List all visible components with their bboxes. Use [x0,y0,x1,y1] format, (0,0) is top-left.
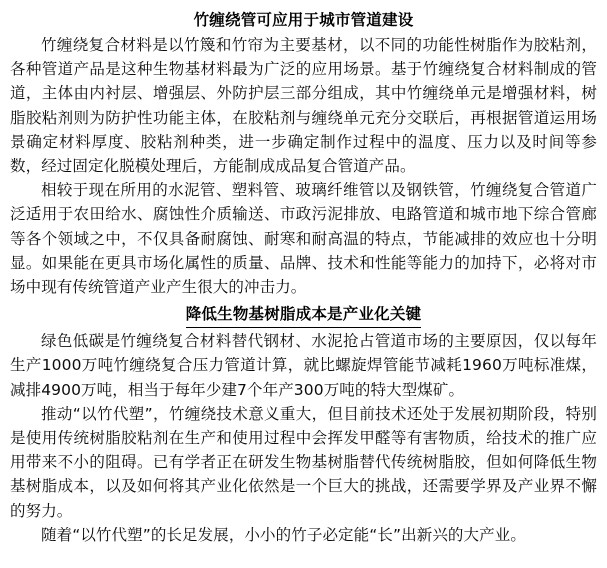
body-paragraph: 相较于现在所用的水泥管、塑料管、玻璃纤维管以及钢铁管，竹缠绕复合管道广泛适用于农田给水、腐蚀性介质输送、市政污泥排放、电路管道和城市地下综合管廊等各个领域之中，不仅具备耐腐蚀、耐寒和耐高温的特点，节能减排的效应也十分明显。如果能在更具市场化属性的质量、品牌、技术和性能等能力的加持下，必将对市场中现有传统管道产业产生很大的冲击力。 [10,181,597,297]
body-paragraph: 随着“以竹代塑”的长足发展，小小的竹子必定能“长”出新兴的大产业。 [41,525,526,544]
section-heading-2-text: 降低生物基树脂成本是产业化关键 [186,302,422,328]
body-paragraph: 竹缠绕复合材料是以竹篾和竹帘为主要基材，以不同的功能性树脂作为胶粘剂，各种管道产品是这种生物基材料最为广泛的应用场景。基于竹缠绕复合材料制成的管道，主体由内衬层、增强层、外防护层三部分组成，其中竹缠绕单元是增强材料，树脂胶粘剂则为防护性功能主体，在胶粘剂与缠绕单元充分交联后，再根据管道运用场景确定材料厚度、胶粘剂种类，进一步确定制作过程中的温度、压力以及时间等参数，经过固定化脱模处理后，方能制成成品复合管道产品。 [10,36,597,176]
body-paragraph: 推动“以竹代塑”，竹缠绕技术意义重大，但目前技术还处于发展初期阶段，特别是使用传统树脂胶粘剂在生产和使用过程中会挥发甲醛等有害物质，给技术的推广应用带来不小的阻碍。已有学者正在研发生物基树脂替代传统树脂胶，但如何降低生物基树脂成本，以及如何将其产业化依然是一个巨大的挑战，还需要学界及产业界不懈的努力。 [10,404,597,520]
section-heading-1: 竹缠绕管可应用于城市管道建设 [193,11,414,29]
section-heading-2 [10,302,597,328]
body-paragraph: 绿色低碳是竹缠绕复合材料替代钢材、水泥抢占管道市场的主要原因，仅以每年生产1000万吨竹缠绕复合压力管道计算，就比螺旋焊管能节减耗1960万吨标准煤，减排4900万吨，相当于每年少建7个年产300万吨的特大型煤矿。 [10,332,597,399]
